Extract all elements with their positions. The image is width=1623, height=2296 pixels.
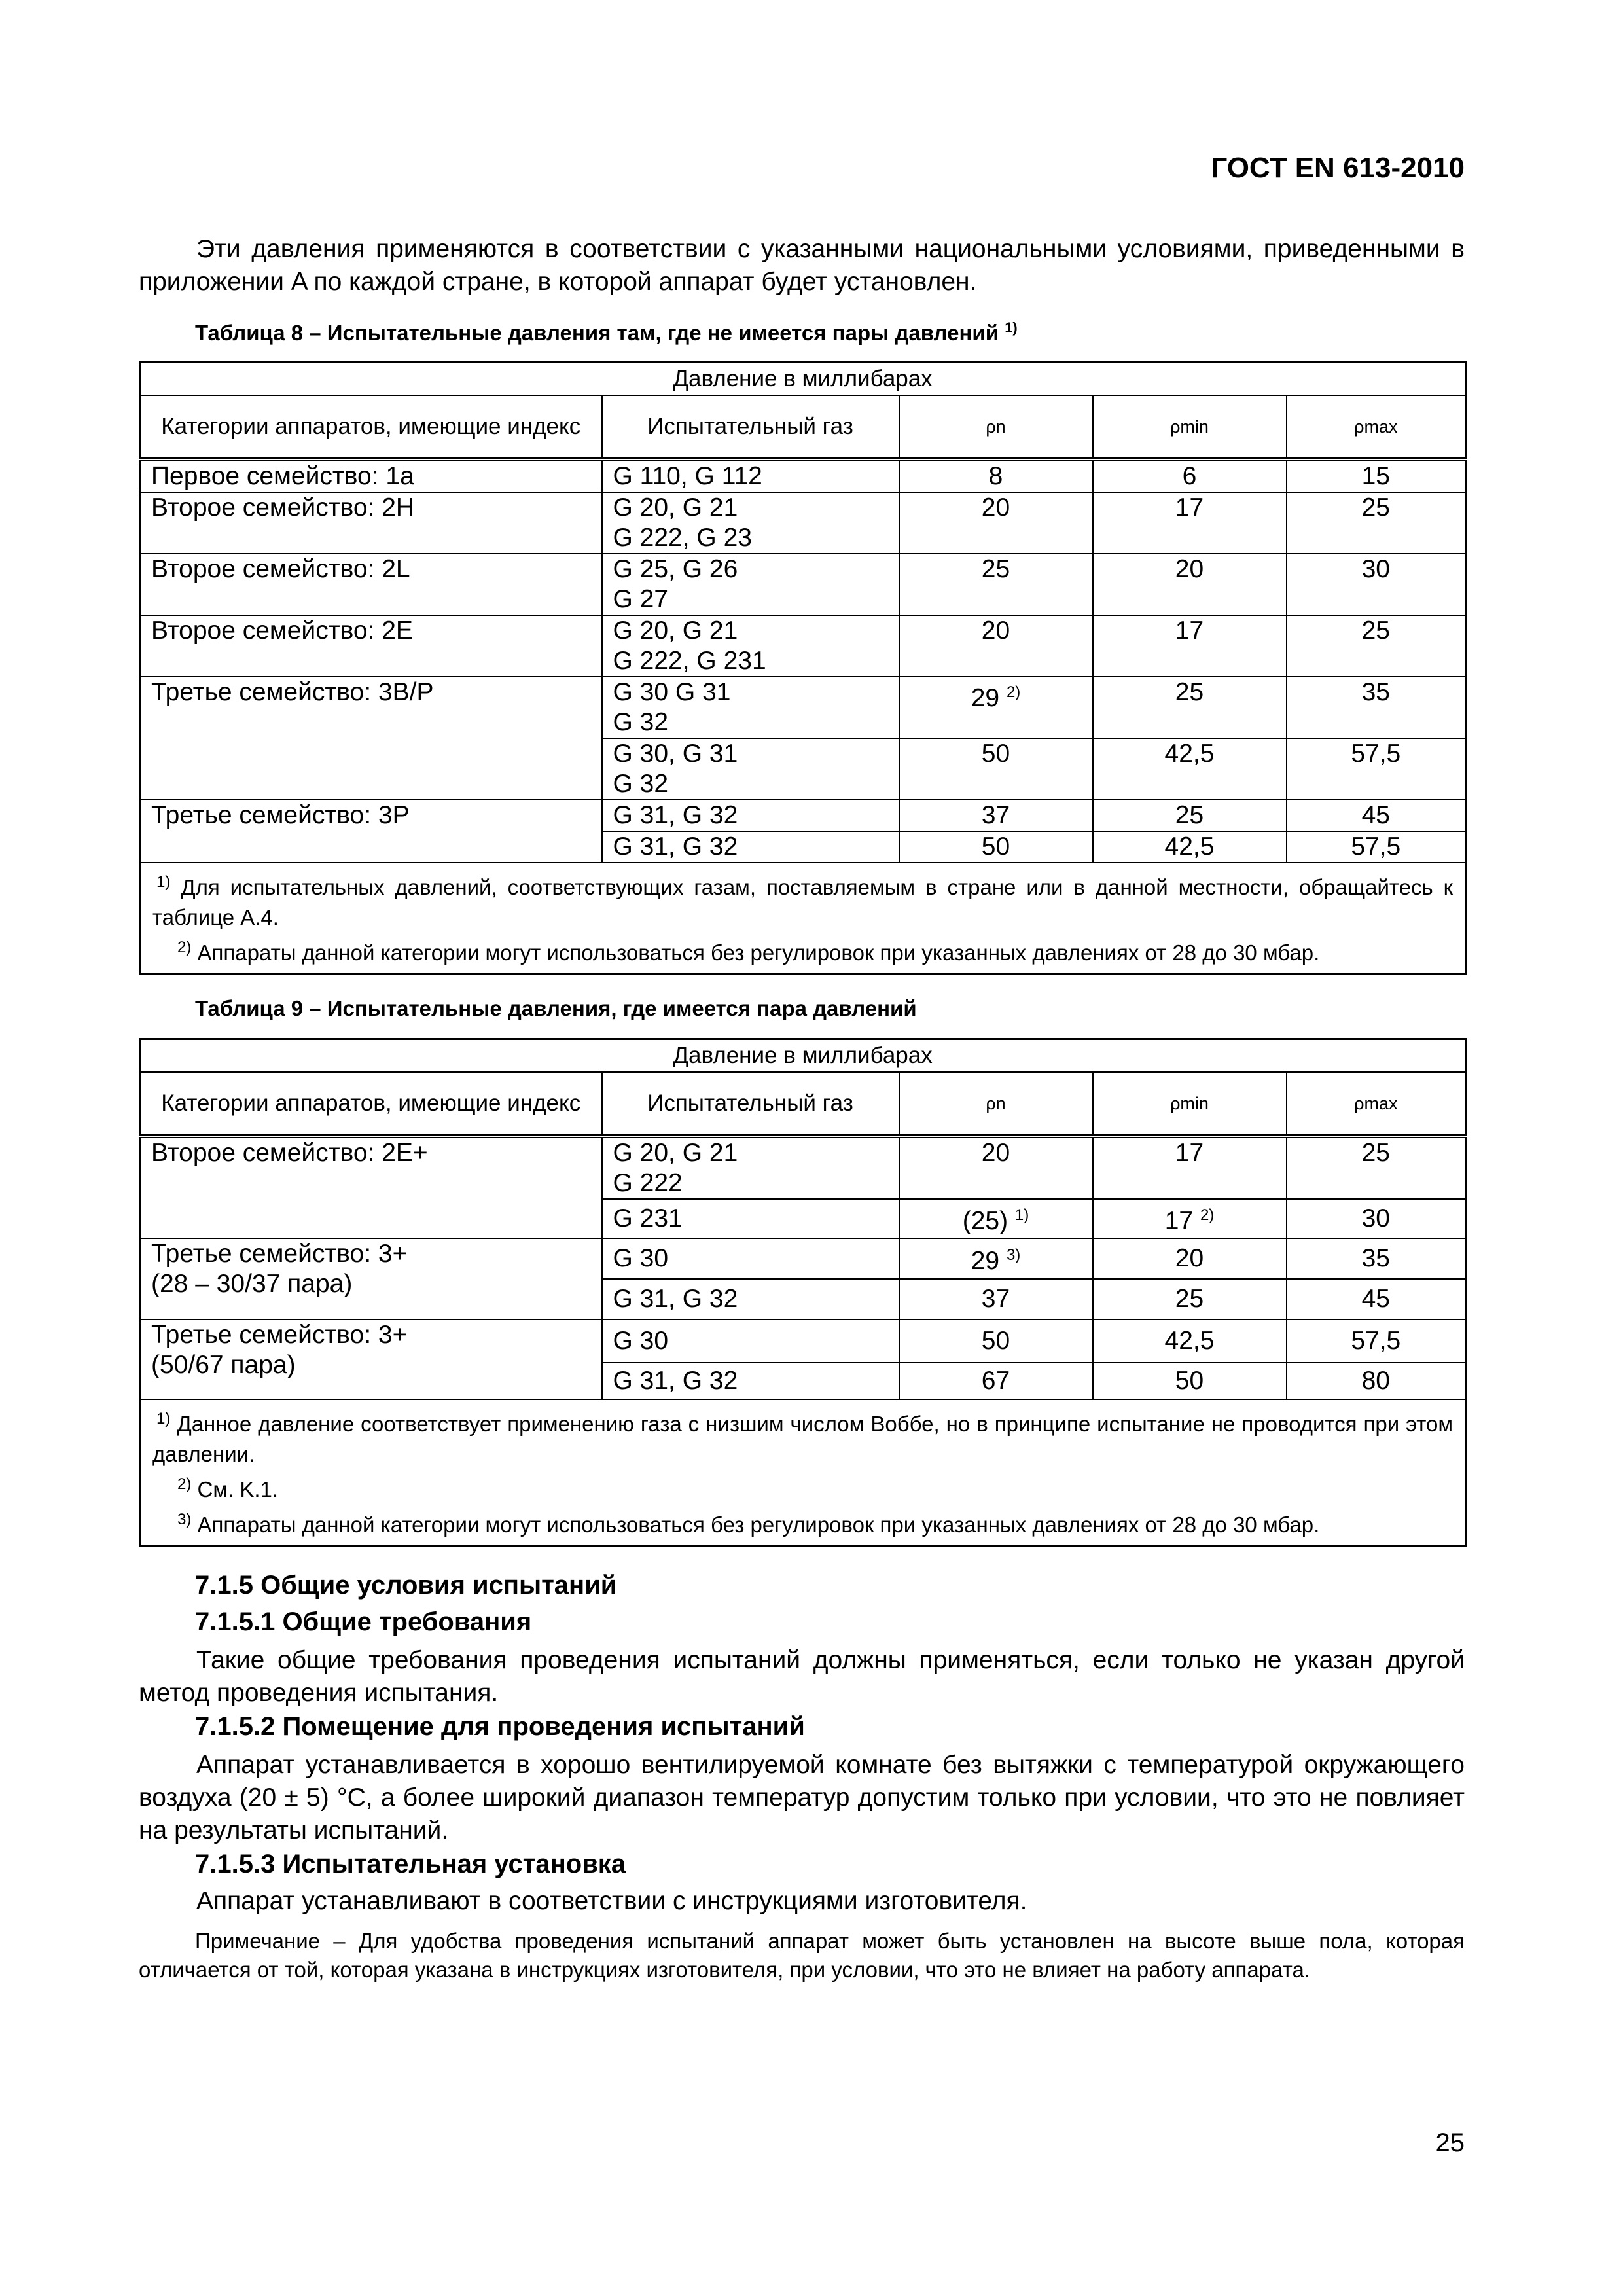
- table8-category-cell: Второе семейство: 2L: [140, 554, 602, 615]
- table8-pmin-cell: 25: [1093, 800, 1287, 831]
- footnote-text: Для испытательных давлений, соответствующих газам, поставляемым в стране или в данной местности, обращайтесь к таблице А.4.: [152, 874, 1454, 929]
- gas-line: G 32: [613, 708, 669, 736]
- table8-gas-cell: [602, 677, 899, 738]
- footnote: [152, 867, 1453, 933]
- footnote-ref: 2): [1006, 683, 1021, 701]
- footnote-text: Данное давление соответствует применению газа с низшим числом Воббе, но в принципе испытание не проводится при этом давлении.: [152, 1411, 1454, 1466]
- table8-pn-cell: 50: [899, 738, 1093, 800]
- table8-pmin-cell: 42,5: [1093, 831, 1287, 863]
- table9-header-row-1: [140, 1039, 1466, 1072]
- table8-pn-cell: 50: [899, 831, 1093, 863]
- table9-pmax-cell: 45: [1287, 1279, 1466, 1319]
- gas-line: G 20, G 21: [613, 616, 738, 645]
- section-7-1-5-2-text: Аппарат устанавливается в хорошо вентилируемой комнате без вытяжки с температурой окружающего воздуха (20 ± 5) °С, а более широкий диапазон температур допустим только при условии, что это не повлияет на результаты испытаний.: [139, 1751, 1465, 1844]
- document-code: ГОСТ EN 613-2010: [1211, 152, 1465, 184]
- section-7-1-5-title: 7.1.5 Общие условия испытаний: [195, 1571, 617, 1600]
- table8-pn-header: ρn: [899, 395, 1093, 459]
- section-7-1-5-1-title: 7.1.5.1 Общие требования: [195, 1607, 532, 1636]
- table8-header-row-1: [140, 363, 1466, 395]
- table8-pn-cell: 20: [899, 492, 1093, 554]
- table8-gas-cell: [602, 492, 899, 554]
- footnote: [152, 1469, 1453, 1505]
- table8-gas-cell: [602, 615, 899, 677]
- table9-gas-cell: [602, 1136, 899, 1199]
- table8-pmax-cell: 57,5: [1287, 831, 1466, 863]
- table8: [139, 361, 1467, 975]
- table-row: [140, 554, 1466, 615]
- table9-gas-cell: G 31, G 32: [602, 1363, 899, 1399]
- footnote-ref: 1): [1014, 1206, 1029, 1224]
- table9-gas-cell: G 30: [602, 1319, 899, 1363]
- gas-line: G 30 G 31: [613, 677, 731, 706]
- value: 17: [1164, 1207, 1194, 1235]
- section-7-1-5-2-title: 7.1.5.2 Помещение для проведения испытаний: [195, 1712, 805, 1741]
- table-row: [140, 1319, 1466, 1363]
- table8-pressure-header: Давление в миллибарах: [140, 363, 1466, 395]
- section-7-1-5-1-text: Такие общие требования проведения испытаний должны применяться, если только не указан другой метод проведения испытания.: [139, 1646, 1465, 1707]
- table9-pmin-cell: 42,5: [1093, 1319, 1287, 1363]
- table8-category-cell: Второе семейство: 2H: [140, 492, 602, 554]
- page-number: 25: [1435, 2128, 1465, 2157]
- table8-pmax-cell: 45: [1287, 800, 1466, 831]
- footnote-text: Аппараты данной категории могут использоваться без регулировок при указанных давлениях от 28 до 30 мбар.: [197, 1512, 1320, 1537]
- table9-pmin-header: ρmin: [1093, 1072, 1287, 1136]
- section-7-1-5-3-text: Аппарат устанавливают в соответствии с инструкциями изготовителя.: [196, 1887, 1027, 1915]
- table8-gas-cell: G 31, G 32: [602, 831, 899, 863]
- table-row: [140, 1238, 1466, 1279]
- table9-pn-cell: 20: [899, 1136, 1093, 1199]
- table8-pmin-cell: 6: [1093, 459, 1287, 492]
- table8-gas-header: Испытательный газ: [602, 395, 899, 459]
- gas-line: G 32: [613, 769, 669, 798]
- table9-pressure-header: Давление в миллибарах: [140, 1039, 1466, 1072]
- value: 29: [971, 683, 1000, 712]
- table-row: [140, 459, 1466, 492]
- category-line: (28 – 30/37 пара): [151, 1269, 353, 1298]
- table9-header-row-2: [140, 1072, 1466, 1136]
- table8-caption: [195, 319, 1018, 346]
- table8-caption-text: Таблица 8 – Испытательные давления там, где не имеется пары давлений: [195, 321, 999, 345]
- table8-pmax-cell: 30: [1287, 554, 1466, 615]
- footnote: [152, 1404, 1453, 1469]
- footnote-mark: 1): [156, 872, 171, 891]
- table9-gas-cell: G 31, G 32: [602, 1279, 899, 1319]
- table9-pmax-cell: 25: [1287, 1136, 1466, 1199]
- table8-pn-cell: 20: [899, 615, 1093, 677]
- table9-pn-cell: [899, 1238, 1093, 1279]
- table8-pmin-header: ρmin: [1093, 395, 1287, 459]
- gas-line: G 222: [613, 1168, 683, 1197]
- table9-pn-header: ρn: [899, 1072, 1093, 1136]
- footnote-text: Аппараты данной категории могут использоваться без регулировок при указанных давлениях от 28 до 30 мбар.: [197, 940, 1320, 965]
- table9-pmin-cell: 20: [1093, 1238, 1287, 1279]
- table8-pmin-cell: 20: [1093, 554, 1287, 615]
- table8-footnotes-row: [140, 863, 1466, 975]
- footnote-text: См. K.1.: [197, 1477, 279, 1501]
- table8-pmax-cell: 25: [1287, 615, 1466, 677]
- table9-gas-cell: G 231: [602, 1199, 899, 1238]
- table-row: [140, 492, 1466, 554]
- table8-caption-ref: 1): [1005, 319, 1018, 336]
- table9-pn-cell: 50: [899, 1319, 1093, 1363]
- table9-footnotes: [140, 1399, 1466, 1547]
- table8-gas-cell: [602, 738, 899, 800]
- gas-line: G 30, G 31: [613, 739, 738, 768]
- gas-line: G 222, G 231: [613, 646, 766, 675]
- footnote: [152, 933, 1453, 968]
- table-row: [140, 1136, 1466, 1199]
- footnote-mark: 3): [177, 1510, 192, 1528]
- table-row: [140, 800, 1466, 831]
- gas-line: G 27: [613, 584, 669, 613]
- table9-gas-header: Испытательный газ: [602, 1072, 899, 1136]
- table9-pn-cell: 67: [899, 1363, 1093, 1399]
- table8-pn-cell: [899, 677, 1093, 738]
- table8-pmax-cell: 15: [1287, 459, 1466, 492]
- table8-footnotes: [140, 863, 1466, 975]
- category-line: Третье семейство: 3+: [151, 1320, 408, 1349]
- table9-footnotes-row: [140, 1399, 1466, 1547]
- table9-caption: Таблица 9 – Испытательные давления, где имеется пара давлений: [195, 996, 917, 1020]
- table8-pmax-cell: 25: [1287, 492, 1466, 554]
- table8-category-cell: Третье семейство: 3B/P: [140, 677, 602, 800]
- table8-pmax-cell: 57,5: [1287, 738, 1466, 800]
- footnote-mark: 2): [177, 1475, 192, 1493]
- table9-gas-cell: G 30: [602, 1238, 899, 1279]
- table8-pmin-cell: 17: [1093, 492, 1287, 554]
- table8-pn-cell: 37: [899, 800, 1093, 831]
- table8-pmin-cell: 17: [1093, 615, 1287, 677]
- table9: [139, 1038, 1467, 1547]
- table9-pn-cell: 37: [899, 1279, 1093, 1319]
- footnote-mark: 2): [177, 938, 192, 956]
- gas-line: G 222, G 23: [613, 523, 752, 552]
- table9-category-cell: [140, 1319, 602, 1399]
- table8-header-row-2: [140, 395, 1466, 459]
- table8-category-cell: Первое семейство: 1a: [140, 459, 602, 492]
- category-line: Третье семейство: 3+: [151, 1239, 408, 1268]
- table8-category-cell: Третье семейство: 3P: [140, 800, 602, 863]
- value: 29: [971, 1247, 1000, 1275]
- table9-pn-cell: [899, 1199, 1093, 1238]
- gas-line: G 20, G 21: [613, 493, 738, 522]
- table8-pn-cell: 25: [899, 554, 1093, 615]
- table9-category-header: Категории аппаратов, имеющие индекс: [140, 1072, 602, 1136]
- table8-pn-cell: 8: [899, 459, 1093, 492]
- table8-gas-cell: [602, 554, 899, 615]
- table8-gas-cell: G 110, G 112: [602, 459, 899, 492]
- table9-pmin-cell: 25: [1093, 1279, 1287, 1319]
- gas-line: G 25, G 26: [613, 554, 738, 583]
- table8-pmin-cell: 42,5: [1093, 738, 1287, 800]
- table8-pmin-cell: 25: [1093, 677, 1287, 738]
- table-row: [140, 677, 1466, 738]
- table8-gas-cell: G 31, G 32: [602, 800, 899, 831]
- intro-paragraph: Эти давления применяются в соответствии с указанными национальными условиями, приведенными в приложении A по каждой стране, в которой аппарат будет установлен.: [139, 235, 1465, 296]
- table9-pmin-cell: 17: [1093, 1136, 1287, 1199]
- table9-category-cell: Второе семейство: 2E+: [140, 1136, 602, 1238]
- gas-line: G 20, G 21: [613, 1138, 738, 1167]
- table9-category-cell: [140, 1238, 602, 1319]
- footnote: [152, 1505, 1453, 1540]
- table8-category-cell: Второе семейство: 2E: [140, 615, 602, 677]
- table9-pmin-cell: [1093, 1199, 1287, 1238]
- table8-pmax-cell: 35: [1287, 677, 1466, 738]
- table-row: [140, 615, 1466, 677]
- table8-pmax-header: ρmax: [1287, 395, 1466, 459]
- table9-pmax-cell: 35: [1287, 1238, 1466, 1279]
- note-paragraph: Примечание – Для удобства проведения испытаний аппарат может быть установлен на высоте выше пола, которая отличается от той, которая указана в инструкциях изготовителя, при условии, что это не влияет на работу аппарата.: [139, 1929, 1465, 1982]
- footnote-ref: 2): [1200, 1206, 1215, 1224]
- table8-category-header: Категории аппаратов, имеющие индекс: [140, 395, 602, 459]
- table9-pmax-cell: 80: [1287, 1363, 1466, 1399]
- table9-pmax-cell: 30: [1287, 1199, 1466, 1238]
- category-line: (50/67 пара): [151, 1350, 296, 1379]
- table9-pmin-cell: 50: [1093, 1363, 1287, 1399]
- section-7-1-5-3-title: 7.1.5.3 Испытательная установка: [195, 1850, 626, 1878]
- table9-pmax-header: ρmax: [1287, 1072, 1466, 1136]
- footnote-ref: 3): [1006, 1246, 1021, 1264]
- table9-pmax-cell: 57,5: [1287, 1319, 1466, 1363]
- value: (25): [962, 1207, 1008, 1235]
- footnote-mark: 1): [156, 1409, 171, 1427]
